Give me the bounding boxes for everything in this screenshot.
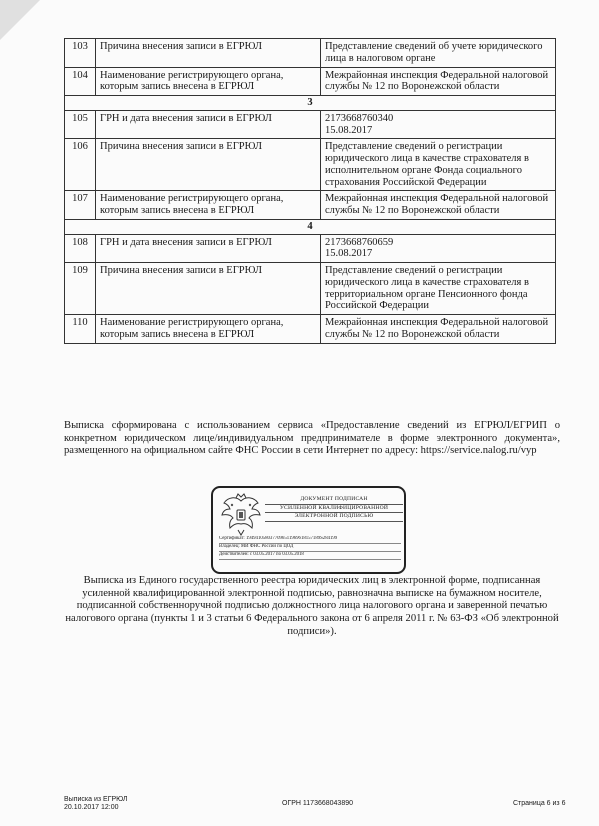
coat-of-arms-icon: [218, 493, 264, 537]
section-number: 4: [65, 219, 556, 234]
row-value: Межрайонная инспекция Федеральной налоговой службы № 12 по Воронежской области: [321, 315, 556, 344]
row-label: Причина внесения записи в ЕГРЮЛ: [96, 139, 321, 191]
row-value: Межрайонная инспекция Федеральной налоговой службы № 12 по Воронежской области: [321, 67, 556, 96]
section-number: 3: [65, 96, 556, 111]
electronic-signature-stamp: [211, 486, 406, 574]
row-label: Причина внесения записи в ЕГРЮЛ: [96, 39, 321, 68]
records-table-body: [65, 39, 556, 344]
table-row: [65, 139, 556, 191]
row-number: 104: [65, 67, 96, 96]
row-number: 109: [65, 263, 96, 315]
footer-date: 20.10.2017 12:00: [64, 804, 119, 812]
stamp-title-line: ДОКУМЕНТ ПОДПИСАН: [265, 496, 403, 505]
row-label: Причина внесения записи в ЕГРЮЛ: [96, 263, 321, 315]
row-value: Представление сведений о регистрации юридического лица в качестве страхователя в территориальном органе Пенсионного фонда Российской Федерации: [321, 263, 556, 315]
stamp-validity: Действителен: с 03.05.2017 по 03.05.2018: [219, 552, 401, 560]
row-value: Представление сведений об учете юридического лица в налоговом органе: [321, 39, 556, 68]
row-value: Межрайонная инспекция Федеральной налоговой службы № 12 по Воронежской области: [321, 191, 556, 220]
table-row: [65, 39, 556, 68]
footer-ogrn: ОГРН 1173668043890: [282, 800, 353, 807]
row-value: Представление сведений о регистрации юридического лица в качестве страхователя в исполнительном органе Фонда социального страхования Российской Федерации: [321, 139, 556, 191]
row-number: 105: [65, 110, 96, 139]
footer-left: [64, 796, 128, 813]
table-row: [65, 234, 556, 263]
stamp-certificate: Сертификат: 1949410580377096511969618157189S284199: [219, 536, 401, 544]
table-row: [65, 67, 556, 96]
row-number: 107: [65, 191, 96, 220]
row-label: Наименование регистрирующего органа, которым запись внесена в ЕГРЮЛ: [96, 67, 321, 96]
row-number: 108: [65, 234, 96, 263]
stamp-owner: Владелец: МИ ФНС России по ЦОД: [219, 544, 401, 552]
footer-doc-name: Выписка из ЕГРЮЛ: [64, 796, 128, 803]
legal-paragraph: Выписка из Единого государственного реестра юридических лиц в электронной форме, подписанная усиленной квалифицированной электронной подписью, равнозначна выписке на бумажном носителе, подписанной собственноручной подписью должностного лица налогового органа и заверенной печатью налогового органа (пункты 1 и 3 статьи 6 Федерального закона от 6 апреля 2011 г. № 63-ФЗ «Об электронной подписи»).: [65, 575, 559, 637]
section-header-row: [65, 96, 556, 111]
row-label: ГРН и дата внесения записи в ЕГРЮЛ: [96, 110, 321, 139]
row-label: ГРН и дата внесения записи в ЕГРЮЛ: [96, 234, 321, 263]
stamp-title-line: ЭЛЕКТРОННОЙ ПОДПИСЬЮ: [265, 513, 403, 522]
row-label: Наименование регистрирующего органа, которым запись внесена в ЕГРЮЛ: [96, 315, 321, 344]
stamp-title-line: УСИЛЕННОЙ КВАЛИФИЦИРОВАННОЙ: [265, 505, 403, 514]
footer-page-number: Страница 6 из 6: [513, 800, 566, 807]
row-number: 106: [65, 139, 96, 191]
scan-corner-shadow: [0, 0, 40, 40]
egrul-records-table: [64, 38, 556, 344]
service-paragraph: Выписка сформирована с использованием сервиса «Предоставление сведений из ЕГРЮЛ/ЕГРИП о конкретном юридическом лице/индивидуальном предпринимателе в форме электронного документа», размещенного на официальном сайте ФНС России в сети Интернет по адресу: https://service.nalog.ru/vyp: [64, 420, 560, 457]
table-row: [65, 263, 556, 315]
stamp-title: [265, 496, 403, 522]
table-row: [65, 191, 556, 220]
table-row: [65, 110, 556, 139]
section-header-row: [65, 219, 556, 234]
row-value: 2173668760659 15.08.2017: [321, 234, 556, 263]
row-value: 2173668760340 15.08.2017: [321, 110, 556, 139]
stamp-details: [219, 536, 401, 560]
row-number: 110: [65, 315, 96, 344]
row-number: 103: [65, 39, 96, 68]
table-row: [65, 315, 556, 344]
row-label: Наименование регистрирующего органа, которым запись внесена в ЕГРЮЛ: [96, 191, 321, 220]
